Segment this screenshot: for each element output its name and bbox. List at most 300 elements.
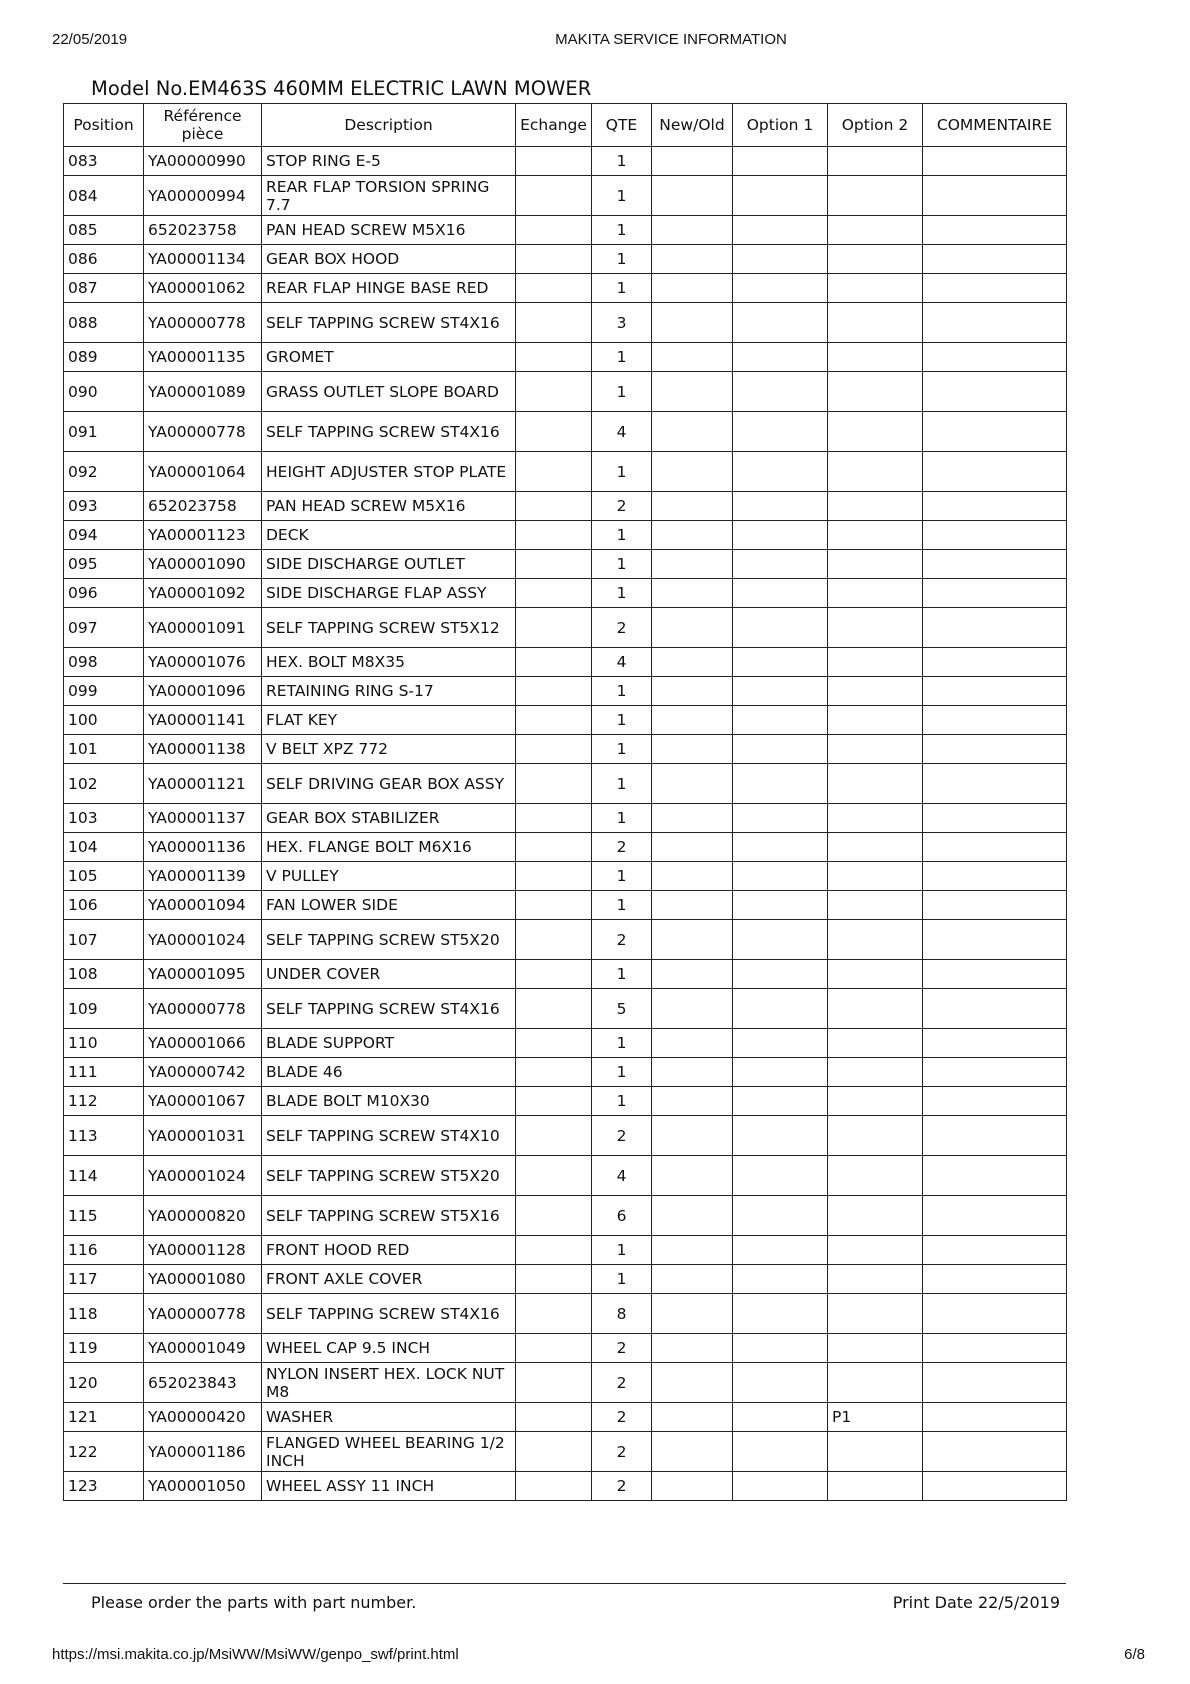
cell-commentaire xyxy=(923,989,1067,1029)
cell-new-old xyxy=(652,920,733,960)
cell-description: FLANGED WHEEL BEARING 1/2 INCH xyxy=(262,1432,516,1472)
cell-position: 110 xyxy=(64,1029,144,1058)
cell-reference: YA00001137 xyxy=(144,804,262,833)
cell-echange xyxy=(516,1058,592,1087)
table-row xyxy=(64,579,1067,608)
cell-position: 106 xyxy=(64,891,144,920)
cell-reference: YA00001128 xyxy=(144,1236,262,1265)
cell-new-old xyxy=(652,1363,733,1403)
cell-option-1 xyxy=(733,706,828,735)
cell-option-2 xyxy=(828,648,923,677)
table-row xyxy=(64,804,1067,833)
cell-new-old xyxy=(652,1087,733,1116)
cell-option-1 xyxy=(733,452,828,492)
cell-qte: 1 xyxy=(592,764,652,804)
cell-option-2 xyxy=(828,862,923,891)
cell-new-old xyxy=(652,1196,733,1236)
cell-reference: YA00001186 xyxy=(144,1432,262,1472)
cell-position: 085 xyxy=(64,216,144,245)
cell-qte: 1 xyxy=(592,550,652,579)
cell-position: 118 xyxy=(64,1294,144,1334)
cell-option-2 xyxy=(828,960,923,989)
cell-option-2 xyxy=(828,372,923,412)
cell-echange xyxy=(516,764,592,804)
table-row xyxy=(64,1058,1067,1087)
cell-description: WHEEL CAP 9.5 INCH xyxy=(262,1334,516,1363)
cell-commentaire xyxy=(923,833,1067,862)
cell-reference: YA00001050 xyxy=(144,1472,262,1501)
cell-position: 099 xyxy=(64,677,144,706)
cell-option-2 xyxy=(828,1265,923,1294)
cell-option-1 xyxy=(733,412,828,452)
cell-echange xyxy=(516,1196,592,1236)
cell-position: 114 xyxy=(64,1156,144,1196)
cell-commentaire xyxy=(923,1116,1067,1156)
cell-option-1 xyxy=(733,1403,828,1432)
cell-description: RETAINING RING S-17 xyxy=(262,677,516,706)
cell-option-1 xyxy=(733,1472,828,1501)
table-row xyxy=(64,412,1067,452)
cell-echange xyxy=(516,412,592,452)
cell-position: 093 xyxy=(64,492,144,521)
table-row xyxy=(64,1236,1067,1265)
cell-echange xyxy=(516,648,592,677)
column-header-new-old: New/Old xyxy=(652,104,733,147)
cell-option-1 xyxy=(733,648,828,677)
cell-reference: YA00001092 xyxy=(144,579,262,608)
cell-option-2 xyxy=(828,1472,923,1501)
cell-description: STOP RING E-5 xyxy=(262,147,516,176)
page-number: 6/8 xyxy=(1124,1646,1145,1663)
cell-reference: YA00001076 xyxy=(144,648,262,677)
cell-position: 119 xyxy=(64,1334,144,1363)
cell-option-1 xyxy=(733,891,828,920)
cell-option-1 xyxy=(733,343,828,372)
cell-description: REAR FLAP TORSION SPRING 7.7 xyxy=(262,176,516,216)
cell-echange xyxy=(516,891,592,920)
cell-reference: YA00001024 xyxy=(144,1156,262,1196)
cell-commentaire xyxy=(923,735,1067,764)
cell-commentaire xyxy=(923,1363,1067,1403)
cell-reference: YA00001095 xyxy=(144,960,262,989)
cell-new-old xyxy=(652,147,733,176)
cell-new-old xyxy=(652,492,733,521)
cell-echange xyxy=(516,303,592,343)
cell-option-1 xyxy=(733,372,828,412)
cell-option-2 xyxy=(828,1116,923,1156)
cell-echange xyxy=(516,706,592,735)
cell-echange xyxy=(516,1029,592,1058)
cell-description: SELF TAPPING SCREW ST4X16 xyxy=(262,412,516,452)
cell-new-old xyxy=(652,1236,733,1265)
cell-option-2 xyxy=(828,804,923,833)
cell-qte: 2 xyxy=(592,1432,652,1472)
cell-echange xyxy=(516,216,592,245)
cell-new-old xyxy=(652,1432,733,1472)
cell-commentaire xyxy=(923,274,1067,303)
cell-new-old xyxy=(652,245,733,274)
cell-option-2 xyxy=(828,579,923,608)
cell-new-old xyxy=(652,176,733,216)
table-row xyxy=(64,550,1067,579)
cell-new-old xyxy=(652,216,733,245)
cell-option-2 xyxy=(828,412,923,452)
cell-description: FLAT KEY xyxy=(262,706,516,735)
cell-qte: 2 xyxy=(592,920,652,960)
cell-option-1 xyxy=(733,1087,828,1116)
cell-commentaire xyxy=(923,862,1067,891)
cell-new-old xyxy=(652,1116,733,1156)
cell-qte: 1 xyxy=(592,804,652,833)
cell-new-old xyxy=(652,303,733,343)
cell-option-2 xyxy=(828,303,923,343)
cell-option-2 xyxy=(828,1334,923,1363)
cell-position: 087 xyxy=(64,274,144,303)
table-row xyxy=(64,216,1067,245)
cell-description: V PULLEY xyxy=(262,862,516,891)
cell-echange xyxy=(516,1236,592,1265)
cell-qte: 1 xyxy=(592,274,652,303)
cell-position: 123 xyxy=(64,1472,144,1501)
cell-reference: YA00001080 xyxy=(144,1265,262,1294)
cell-option-2 xyxy=(828,989,923,1029)
cell-option-2 xyxy=(828,521,923,550)
cell-option-1 xyxy=(733,960,828,989)
cell-option-2 xyxy=(828,492,923,521)
cell-new-old xyxy=(652,412,733,452)
cell-description: SELF TAPPING SCREW ST5X20 xyxy=(262,1156,516,1196)
cell-option-1 xyxy=(733,764,828,804)
cell-reference: YA00000778 xyxy=(144,989,262,1029)
cell-commentaire xyxy=(923,176,1067,216)
cell-commentaire xyxy=(923,1334,1067,1363)
cell-echange xyxy=(516,735,592,764)
cell-position: 101 xyxy=(64,735,144,764)
cell-reference: YA00001089 xyxy=(144,372,262,412)
cell-option-1 xyxy=(733,677,828,706)
cell-option-1 xyxy=(733,1196,828,1236)
cell-option-2 xyxy=(828,550,923,579)
table-row xyxy=(64,891,1067,920)
cell-position: 098 xyxy=(64,648,144,677)
cell-qte: 6 xyxy=(592,1196,652,1236)
cell-description: SELF TAPPING SCREW ST5X16 xyxy=(262,1196,516,1236)
cell-position: 095 xyxy=(64,550,144,579)
cell-commentaire xyxy=(923,706,1067,735)
cell-echange xyxy=(516,521,592,550)
column-header-option-2: Option 2 xyxy=(828,104,923,147)
cell-position: 107 xyxy=(64,920,144,960)
cell-position: 104 xyxy=(64,833,144,862)
cell-reference: YA00001121 xyxy=(144,764,262,804)
cell-position: 094 xyxy=(64,521,144,550)
cell-option-1 xyxy=(733,1265,828,1294)
table-row xyxy=(64,920,1067,960)
cell-option-2 xyxy=(828,147,923,176)
cell-option-1 xyxy=(733,1363,828,1403)
cell-echange xyxy=(516,1403,592,1432)
cell-echange xyxy=(516,492,592,521)
cell-position: 109 xyxy=(64,989,144,1029)
table-row xyxy=(64,1403,1067,1432)
cell-description: GEAR BOX HOOD xyxy=(262,245,516,274)
cell-new-old xyxy=(652,1294,733,1334)
cell-new-old xyxy=(652,1472,733,1501)
cell-commentaire xyxy=(923,245,1067,274)
cell-option-2 xyxy=(828,452,923,492)
cell-echange xyxy=(516,1265,592,1294)
cell-new-old xyxy=(652,989,733,1029)
cell-commentaire xyxy=(923,1472,1067,1501)
cell-qte: 1 xyxy=(592,1029,652,1058)
cell-reference: 652023843 xyxy=(144,1363,262,1403)
cell-new-old xyxy=(652,648,733,677)
cell-description: SELF DRIVING GEAR BOX ASSY xyxy=(262,764,516,804)
cell-commentaire xyxy=(923,1294,1067,1334)
cell-reference: YA00001135 xyxy=(144,343,262,372)
cell-qte: 2 xyxy=(592,1472,652,1501)
table-row xyxy=(64,492,1067,521)
table-row xyxy=(64,1156,1067,1196)
cell-commentaire xyxy=(923,1403,1067,1432)
cell-new-old xyxy=(652,833,733,862)
cell-commentaire xyxy=(923,960,1067,989)
cell-echange xyxy=(516,1116,592,1156)
cell-option-1 xyxy=(733,147,828,176)
cell-commentaire xyxy=(923,891,1067,920)
cell-commentaire xyxy=(923,1432,1067,1472)
cell-option-2 xyxy=(828,1363,923,1403)
cell-commentaire xyxy=(923,492,1067,521)
cell-description: PAN HEAD SCREW M5X16 xyxy=(262,492,516,521)
cell-new-old xyxy=(652,521,733,550)
cell-commentaire xyxy=(923,412,1067,452)
cell-commentaire xyxy=(923,648,1067,677)
cell-new-old xyxy=(652,1334,733,1363)
cell-position: 089 xyxy=(64,343,144,372)
cell-qte: 2 xyxy=(592,1363,652,1403)
print-date: Print Date 22/5/2019 xyxy=(892,1593,1060,1612)
cell-echange xyxy=(516,608,592,648)
cell-reference: YA00000994 xyxy=(144,176,262,216)
cell-echange xyxy=(516,960,592,989)
column-header-reference: Référence pièce xyxy=(144,104,262,147)
cell-reference: YA00001090 xyxy=(144,550,262,579)
cell-option-2 xyxy=(828,920,923,960)
cell-new-old xyxy=(652,372,733,412)
cell-echange xyxy=(516,1294,592,1334)
cell-reference: YA00001141 xyxy=(144,706,262,735)
cell-description: BLADE SUPPORT xyxy=(262,1029,516,1058)
cell-option-1 xyxy=(733,245,828,274)
cell-option-2 xyxy=(828,1196,923,1236)
cell-description: DECK xyxy=(262,521,516,550)
cell-option-2 xyxy=(828,1156,923,1196)
cell-option-2 xyxy=(828,274,923,303)
cell-qte: 2 xyxy=(592,608,652,648)
cell-echange xyxy=(516,550,592,579)
cell-echange xyxy=(516,989,592,1029)
table-row xyxy=(64,343,1067,372)
table-row xyxy=(64,833,1067,862)
cell-description: FAN LOWER SIDE xyxy=(262,891,516,920)
cell-option-1 xyxy=(733,176,828,216)
cell-commentaire xyxy=(923,303,1067,343)
cell-option-2 xyxy=(828,735,923,764)
cell-position: 092 xyxy=(64,452,144,492)
model-title: Model No.EM463S 460MM ELECTRIC LAWN MOWER xyxy=(91,77,592,100)
cell-reference: YA00000742 xyxy=(144,1058,262,1087)
cell-echange xyxy=(516,147,592,176)
table-row xyxy=(64,274,1067,303)
cell-reference: YA00001096 xyxy=(144,677,262,706)
cell-qte: 2 xyxy=(592,1116,652,1156)
cell-commentaire xyxy=(923,1087,1067,1116)
cell-description: SELF TAPPING SCREW ST4X16 xyxy=(262,303,516,343)
cell-description: SELF TAPPING SCREW ST4X10 xyxy=(262,1116,516,1156)
cell-echange xyxy=(516,372,592,412)
cell-qte: 1 xyxy=(592,1236,652,1265)
cell-reference: YA00000420 xyxy=(144,1403,262,1432)
cell-qte: 1 xyxy=(592,1087,652,1116)
cell-position: 111 xyxy=(64,1058,144,1087)
cell-commentaire xyxy=(923,920,1067,960)
cell-option-1 xyxy=(733,521,828,550)
cell-option-1 xyxy=(733,1334,828,1363)
cell-commentaire xyxy=(923,1236,1067,1265)
cell-description: SELF TAPPING SCREW ST5X12 xyxy=(262,608,516,648)
cell-option-1 xyxy=(733,1116,828,1156)
cell-new-old xyxy=(652,804,733,833)
cell-new-old xyxy=(652,677,733,706)
cell-commentaire xyxy=(923,147,1067,176)
cell-echange xyxy=(516,920,592,960)
cell-position: 112 xyxy=(64,1087,144,1116)
cell-description: FRONT AXLE COVER xyxy=(262,1265,516,1294)
column-header-qte: QTE xyxy=(592,104,652,147)
cell-position: 088 xyxy=(64,303,144,343)
cell-option-2: P1 xyxy=(828,1403,923,1432)
cell-qte: 1 xyxy=(592,521,652,550)
cell-echange xyxy=(516,579,592,608)
cell-option-1 xyxy=(733,735,828,764)
cell-qte: 1 xyxy=(592,216,652,245)
cell-commentaire xyxy=(923,579,1067,608)
table-row xyxy=(64,372,1067,412)
cell-option-2 xyxy=(828,833,923,862)
table-row xyxy=(64,245,1067,274)
cell-reference: YA00001123 xyxy=(144,521,262,550)
cell-description: GEAR BOX STABILIZER xyxy=(262,804,516,833)
cell-qte: 1 xyxy=(592,862,652,891)
cell-new-old xyxy=(652,1265,733,1294)
cell-option-1 xyxy=(733,1058,828,1087)
cell-option-2 xyxy=(828,608,923,648)
cell-description: WASHER xyxy=(262,1403,516,1432)
cell-position: 121 xyxy=(64,1403,144,1432)
table-row xyxy=(64,764,1067,804)
table-row xyxy=(64,677,1067,706)
table-row xyxy=(64,1029,1067,1058)
cell-echange xyxy=(516,274,592,303)
cell-description: NYLON INSERT HEX. LOCK NUT M8 xyxy=(262,1363,516,1403)
cell-qte: 4 xyxy=(592,1156,652,1196)
cell-option-2 xyxy=(828,706,923,735)
cell-reference: YA00001136 xyxy=(144,833,262,862)
cell-commentaire xyxy=(923,1196,1067,1236)
footer-divider xyxy=(63,1583,1066,1584)
cell-position: 090 xyxy=(64,372,144,412)
table-row xyxy=(64,452,1067,492)
cell-option-1 xyxy=(733,216,828,245)
cell-option-2 xyxy=(828,891,923,920)
cell-description: SELF TAPPING SCREW ST4X16 xyxy=(262,989,516,1029)
cell-option-1 xyxy=(733,550,828,579)
cell-echange xyxy=(516,452,592,492)
table-row xyxy=(64,1265,1067,1294)
cell-qte: 1 xyxy=(592,891,652,920)
table-row xyxy=(64,147,1067,176)
cell-qte: 2 xyxy=(592,1334,652,1363)
cell-option-2 xyxy=(828,343,923,372)
cell-reference: YA00001049 xyxy=(144,1334,262,1363)
cell-position: 113 xyxy=(64,1116,144,1156)
cell-echange xyxy=(516,245,592,274)
cell-reference: YA00001134 xyxy=(144,245,262,274)
cell-qte: 1 xyxy=(592,579,652,608)
cell-option-2 xyxy=(828,245,923,274)
table-row xyxy=(64,1087,1067,1116)
cell-qte: 1 xyxy=(592,147,652,176)
table-row xyxy=(64,608,1067,648)
cell-reference: YA00001062 xyxy=(144,274,262,303)
cell-reference: YA00000990 xyxy=(144,147,262,176)
cell-qte: 1 xyxy=(592,176,652,216)
cell-reference: YA00001024 xyxy=(144,920,262,960)
cell-option-1 xyxy=(733,303,828,343)
cell-option-1 xyxy=(733,1156,828,1196)
cell-position: 122 xyxy=(64,1432,144,1472)
cell-commentaire xyxy=(923,608,1067,648)
cell-reference: YA00001139 xyxy=(144,862,262,891)
cell-description: HEX. FLANGE BOLT M6X16 xyxy=(262,833,516,862)
table-row xyxy=(64,1116,1067,1156)
cell-description: BLADE BOLT M10X30 xyxy=(262,1087,516,1116)
cell-new-old xyxy=(652,452,733,492)
cell-commentaire xyxy=(923,550,1067,579)
cell-commentaire xyxy=(923,372,1067,412)
cell-option-1 xyxy=(733,833,828,862)
cell-echange xyxy=(516,833,592,862)
cell-qte: 2 xyxy=(592,1403,652,1432)
cell-echange xyxy=(516,1432,592,1472)
cell-option-1 xyxy=(733,1432,828,1472)
cell-position: 105 xyxy=(64,862,144,891)
cell-position: 097 xyxy=(64,608,144,648)
cell-qte: 1 xyxy=(592,960,652,989)
cell-reference: YA00001094 xyxy=(144,891,262,920)
cell-commentaire xyxy=(923,452,1067,492)
cell-position: 086 xyxy=(64,245,144,274)
table-row xyxy=(64,960,1067,989)
cell-description: V BELT XPZ 772 xyxy=(262,735,516,764)
cell-qte: 3 xyxy=(592,303,652,343)
table-header-row xyxy=(64,104,1067,147)
table-row xyxy=(64,862,1067,891)
cell-option-2 xyxy=(828,176,923,216)
cell-new-old xyxy=(652,1403,733,1432)
cell-commentaire xyxy=(923,216,1067,245)
